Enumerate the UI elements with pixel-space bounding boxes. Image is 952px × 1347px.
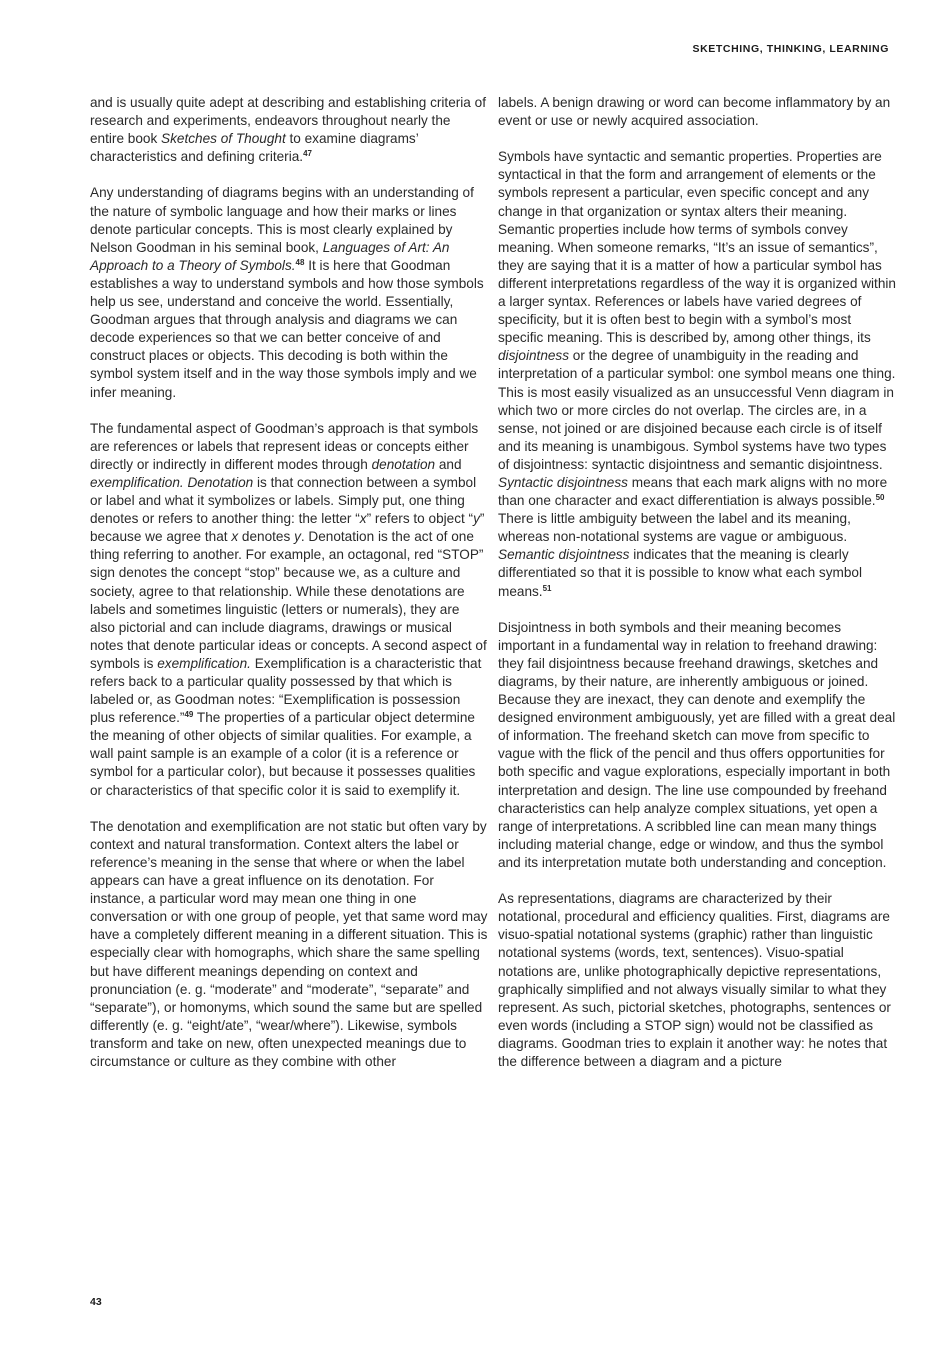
footnote-ref[interactable]: 50: [875, 493, 885, 503]
page-number: 43: [90, 1296, 102, 1308]
left-column: [90, 94, 488, 1071]
paragraph: labels. A benign drawing or word can become inflammatory by an event or use or newly acquired association.: [498, 95, 891, 129]
paragraph: Any understanding of diagrams begins with an understanding of the nature of symbolic language and how their marks or lines denote particular concepts. This is most clearly explained by Nelson Goodman in his seminal book, Languages of Art: An Approach to a Theory of Symbols.$^{48}$ It is here that Goodman establishes a way to understand symbols and how those symbols help us see, understand and conceive the world. Essentially, Goodman argues that through analysis and diagrams we can decode experiences so that we can better conceive of and construct places or objects. This decoding is both within the symbol system itself and in the way those symbols imply and we infer meaning.: [90, 185, 484, 400]
footnote-ref[interactable]: 49: [184, 710, 194, 720]
footnote-ref[interactable]: 51: [542, 583, 552, 593]
running-header: SKETCHING, THINKING, LEARNING: [692, 43, 889, 55]
paragraph: As representations, diagrams are characterized by their notational, procedural and efficiency qualities. First, diagrams are visuo-spatial notational systems (graphic) rather than linguistic notational systems (words, text, sentences). Visuo-spatial notations are, unlike photographically depictive representations, graphically simplified and not always visually similar to what they represent. As such, pictorial sketches, photographs, sentences or even words (including a STOP sign) would not be classified as diagrams. Goodman tries to explain it another way: he notes that the difference between a diagram and a picture: [498, 891, 891, 1069]
paragraph: Disjointness in both symbols and their meaning becomes important in a fundamental way in relation to freehand drawing: they fail disjointness because freehand drawings, sketches and diagrams, by their nature, are inherently ambiguous or joined. Because they are inexact, they can denote and exemplify the designed environment ambiguously, yet are filled with a great deal of information. The freehand sketch can move from specific to vague with the flick of the pencil and thus offers opportunities for both specific and vague explorations, especially important in both interpretation and design. The line use compounded by freehand characteristics can help analyze complex situations, yet open a range of interpretations. A scribbled line can mean many things including material change, edge or window, and thus the symbol and its interpretation mutate both understanding and conception.: [498, 619, 896, 870]
paragraph: Symbols have syntactic and semantic properties. Properties are syntactical in that the form and arrangement of elements or the symbols represent a particular, even specific concept and any change in that organization or syntax alters their meaning. Semantic properties include how terms of symbols convey meaning. When someone remarks, “It’s an issue of semantics”, they are saying that it is a matter of how a particular symbol has different interpretations regardless of the way it is organized within a larger syntax. References or labels have varied degrees of specificity, but it is often best to begin with a symbol’s most specific meaning. This is described by, among other things, its disjointness or the degree of unambiguity in the reading and interpretation of a particular symbol: one symbol means one thing. This is most easily visualized as an unsuccessful Venn diagram in which two or more circles do not overlap. The circles are, in a sense, not joined or are disjoined because each circle is of itself and its meaning is unambigous. Symbol systems have two types of disjointness: syntactic disjointness and semantic disjointness. Syntactic disjointness means that each mark aligns with no more than one character and exact differentiation is always possible.$^{50}$ There is little ambiguity between the label and its meaning, whereas non-notational systems are vague or ambiguous. Semantic disjointness indicates that the meaning is clearly differentiated so that it is possible to know what each symbol means.$^{51}$: [498, 149, 896, 599]
paragraph: and is usually quite adept at describing and establishing criteria of research and experiments, endeavors throughout nearly the entire book Sketches of Thought to examine diagrams’ characteristics and defining criteria.$^{47}$: [90, 95, 486, 165]
footnote-ref[interactable]: 47: [303, 149, 312, 159]
paragraph: The fundamental aspect of Goodman’s approach is that symbols are references or labels that represent ideas or concepts either directly or indirectly in different modes through denotation and exemplification. Denotation is that connection between a symbol or label and what it symbolizes or labels. Simply put, one thing denotes or refers to another thing: the letter “x” refers to object “y” because we agree that x denotes y. Denotation is the act of one thing referring to another. For example, an octagonal, red “STOP” sign denotes the concept “stop” because we, as a culture and society, agree to that relationship. While these denotations are labels and sometimes linguistic (letters or numerals), they are also pictorial and can include diagrams, drawings or musical notes that denote particular ideas or concepts. A second aspect of symbols is exemplification. Exemplification is a characteristic that refers back to a particular quality possessed by that which is labeled or, as Goodman notes: “Exemplification is possession plus reference.”$^{49}$ The properties of a particular object determine the meaning of other objects of similar qualities. For example, a wall paint sample is an example of a color (it is a reference or symbol for a particular color), but because it possesses qualities or characteristics of that specific color it is said to exemplify it.: [90, 420, 487, 798]
footnote-ref[interactable]: 48: [295, 257, 305, 267]
right-column: [498, 94, 896, 1071]
paragraph: The denotation and exemplification are not static but often vary by context and natural transformation. Context alters the label or reference’s meaning in the sense that where or when the label appears can have a great influence on its denotation. For instance, a particular word may mean one thing in one conversation or with one group of people, yet that same word may have a completely different meaning in a different situation. This is especially clear with homographs, which share the same spelling but have different meanings depending on context and pronunciation (e. g. “moderate” and “moderate”, “separate” and “separate”), or homonyms, which sound the same but are spelled differently (e. g. “eight/ate”, “wear/where”). Likewise, symbols transform and take on new, often unexpected meanings due to circumstance or culture as they combine with other: [90, 818, 488, 1069]
